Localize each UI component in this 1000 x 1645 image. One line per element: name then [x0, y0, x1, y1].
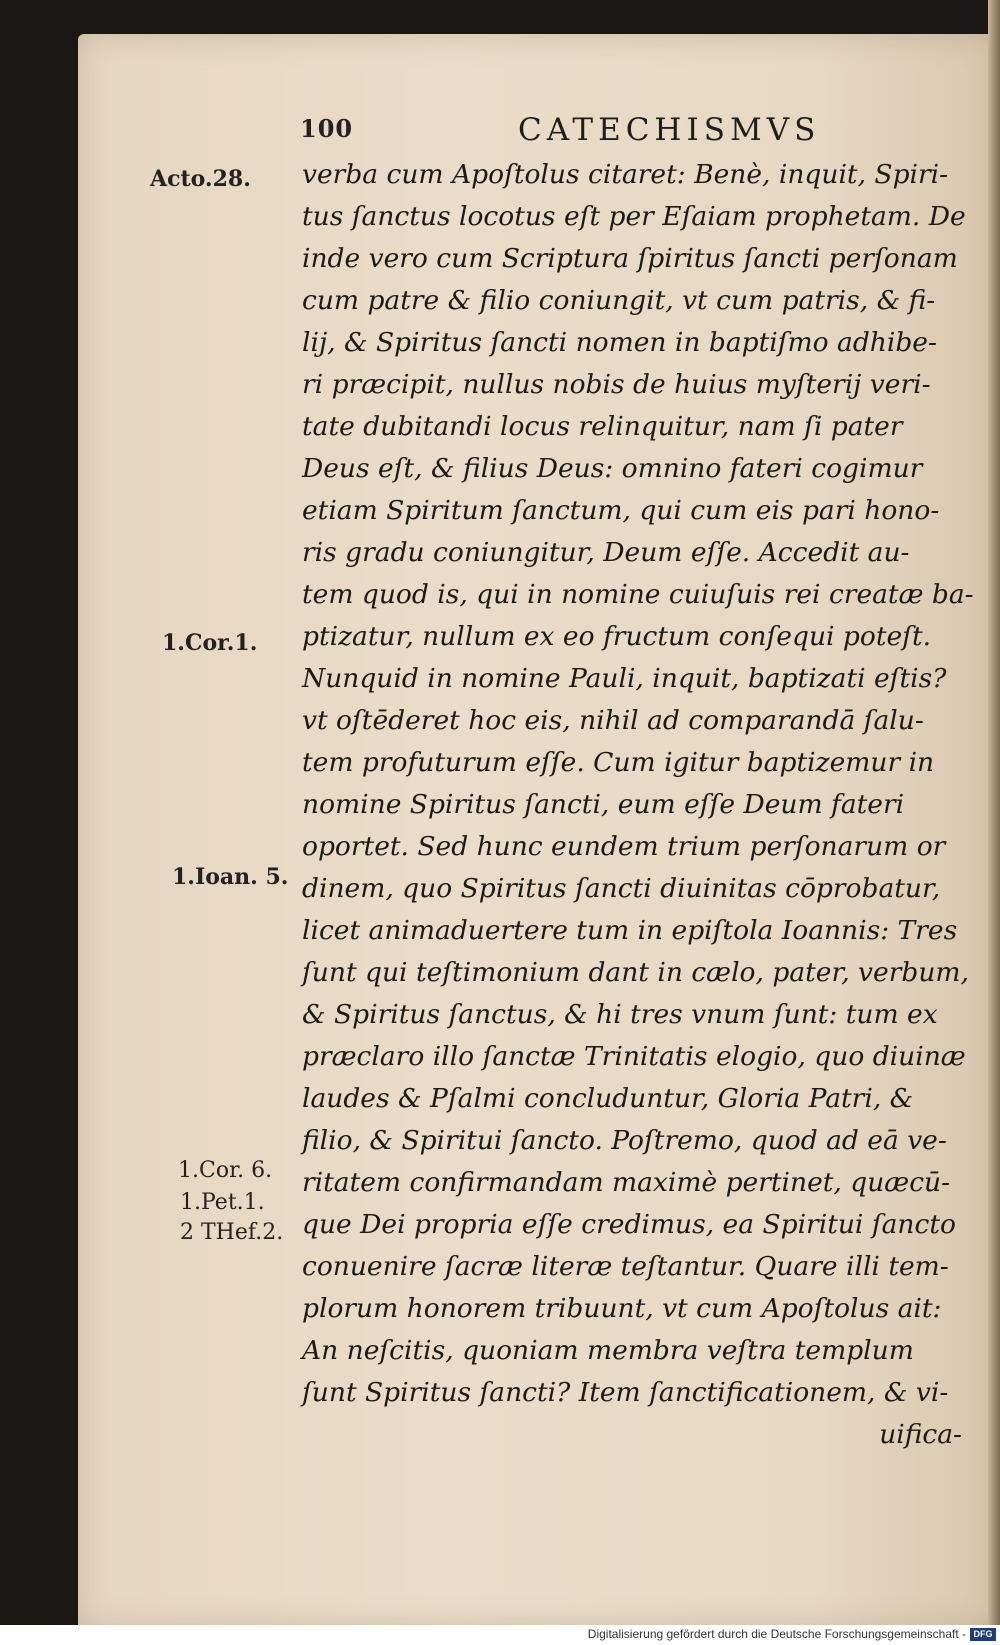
text-line: præclaro illo ſanctæ Trinitatis elogio, quo diuinæ: [302, 1041, 966, 1072]
text-line: tem quod is, qui in nomine cuiuſuis rei creatæ ba-: [302, 579, 974, 610]
text-line: etiam Spiritum ſanctum, qui cum eis pari hono-: [302, 495, 940, 526]
text-line: vt oſtēderet hoc eis, nihil ad comparandā ſalu-: [302, 705, 924, 736]
marginal-note: 1.Cor. 6.: [178, 1158, 273, 1183]
text-line: & Spiritus ſanctus, & hi tres vnum ſunt: tum ex: [302, 999, 938, 1030]
text-line: tem profuturum eſſe. Cum igitur baptizemur in: [302, 747, 935, 778]
text-line: que Dei propria eſſe credimus, ea Spiritui ſancto: [302, 1209, 956, 1240]
text-line: ſunt qui teſtimonium dant in cælo, pater, verbum,: [302, 957, 969, 988]
page-number: 100: [300, 114, 354, 143]
text-line: ptizatur, nullum ex eo fructum conſequi poteſt.: [302, 621, 932, 652]
text-line: ſunt Spiritus ſancti? Item ſanctificationem, & vi-: [302, 1377, 949, 1408]
marginal-note: 2 THef.2.: [180, 1220, 284, 1245]
text-line: ri præcipit, nullus nobis de huius myſterij veri-: [302, 369, 931, 400]
catchword: uifica-: [879, 1419, 962, 1450]
text-line: nomine Spiritus ſancti, eum eſſe Deum fateri: [302, 789, 905, 820]
marginal-note: Acto.28.: [150, 166, 251, 192]
page-header: [300, 114, 353, 143]
text-line: cum patre & filio coniungit, vt cum patris, & fi-: [302, 285, 936, 316]
dfg-logo-icon: DFG: [970, 1628, 996, 1641]
text-line: dinem, quo Spiritus ſancti diuinitas cōprobatur,: [302, 873, 941, 904]
text-line: verba cum Apoſtolus citaret: Benè, inquit, Spiri-: [302, 159, 949, 190]
text-line: ris gradu coniungitur, Deum eſſe. Accedit au-: [302, 537, 910, 568]
text-line: lij, & Spiritus ſancti nomen in baptiſmo adhibe-: [302, 327, 937, 358]
text-line: tus ſanctus locotus eſt per Eſaiam prophetam. De: [302, 201, 966, 232]
funding-credit: Digitalisierung gefördert durch die Deutsche Forschungsgemeinschaft -: [587, 1627, 966, 1641]
marginal-note: 1.Pet.1.: [180, 1190, 265, 1215]
marginal-note: 1.Ioan. 5.: [172, 864, 289, 890]
text-line: inde vero cum Scriptura ſpiritus ſancti perſonam: [302, 243, 958, 274]
digitization-footer: [0, 1625, 1000, 1645]
body-text: [302, 154, 992, 1456]
text-line: plorum honorem tribuunt, vt cum Apoſtolus ait:: [302, 1293, 942, 1324]
text-line: Nunquid in nomine Pauli, inquit, baptizati eſtis?: [302, 663, 947, 694]
text-line: ritatem confirmandam maximè pertinet, quæcū-: [302, 1167, 951, 1198]
text-line: Deus eſt, & filius Deus: omnino fateri cogimur: [302, 453, 923, 484]
text-line: laudes & Pſalmi concluduntur, Gloria Patri, &: [302, 1083, 914, 1114]
text-line: oportet. Sed hunc eundem trium perſonarum or: [302, 831, 946, 862]
text-line: filio, & Spiritui ſancto. Poſtremo, quod ad eā ve-: [302, 1125, 947, 1156]
text-line: conuenire ſacræ literæ teſtantur. Quare illi tem-: [302, 1251, 949, 1282]
text-line: licet animaduertere tum in epiſtola Ioannis: Tres: [302, 915, 958, 946]
marginal-note: 1.Cor.1.: [162, 630, 258, 656]
text-line: tate dubitandi locus relinquitur, nam ſi pater: [302, 411, 903, 442]
running-title: CATECHISMVS: [518, 112, 821, 148]
text-line: An neſcitis, quoniam membra veſtra templum: [302, 1335, 914, 1366]
